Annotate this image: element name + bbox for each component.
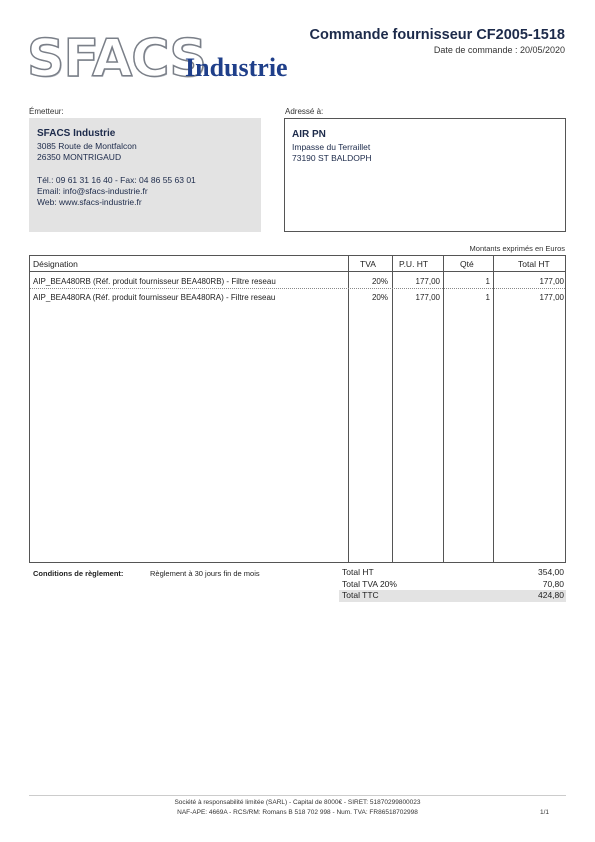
header-divider <box>30 271 565 272</box>
currency-note: Montants exprimés en Euros <box>469 244 565 253</box>
table-row-1-tva: 20% <box>371 277 388 286</box>
recipient-label: Adressé à: <box>285 107 324 116</box>
table-row-1-quantity: 1 <box>485 277 490 286</box>
recipient-box <box>284 118 566 232</box>
table-row-1-designation: AIP_BEA480RB (Réf. produit fournisseur BEA480RB) - Filtre reseau <box>33 277 276 286</box>
table-row-2-unit-price: 177,00 <box>415 293 440 302</box>
payment-conditions-value: Règlement à 30 jours fin de mois <box>150 569 260 578</box>
header-designation: Désignation <box>33 259 78 269</box>
logo-text-main: SFACS <box>27 29 206 89</box>
recipient-address-line2: 73190 ST BALDOPH <box>292 153 372 163</box>
header-quantity: Qté <box>460 259 474 269</box>
table-row-2-tva: 20% <box>371 293 388 302</box>
total-ttc-value: 424,80 <box>538 590 564 600</box>
header-unit-price: P.U. HT <box>399 259 429 269</box>
sender-email: Email: info@sfacs-industrie.fr <box>37 186 148 196</box>
total-ht-row <box>339 567 566 579</box>
sender-label: Émetteur: <box>29 107 64 116</box>
recipient-address-line1: Impasse du Terraillet <box>292 142 371 152</box>
footer-divider <box>29 795 566 796</box>
header-tva: TVA <box>360 259 376 269</box>
total-ht-value: 354,00 <box>538 567 564 577</box>
sender-box <box>29 118 261 232</box>
footer-legal-line2: NAF-APE: 4669A - RCS/RM: Romans B 518 702 998 - Num. TVA: FR86518702998 <box>177 809 418 816</box>
footer-legal-line1: Société à responsabilité limitée (SARL) - Capital de 8000€ - SIRET: 51870299800023 <box>174 799 421 806</box>
table-row-1-unit-price: 177,00 <box>415 277 440 286</box>
sender-name: SFACS Industrie <box>37 128 116 139</box>
total-ttc-label: Total TTC <box>342 590 379 600</box>
sender-address-line1: 3085 Route de Montfalcon <box>37 141 137 151</box>
logo-text-sub: Industrie <box>185 53 288 82</box>
table-row-2-designation: AIP_BEA480RA (Réf. produit fournisseur BEA480RA) - Filtre reseau <box>33 293 276 302</box>
recipient-name: AIR PN <box>292 129 326 140</box>
row-separator <box>30 288 565 289</box>
total-tva-value: 70,80 <box>542 579 564 589</box>
table-row-1-total: 177,00 <box>539 277 564 286</box>
sender-website: Web: www.sfacs-industrie.fr <box>37 197 142 207</box>
document-title: Commande fournisseur CF2005-1518 <box>309 27 565 43</box>
total-ttc-row <box>339 590 566 602</box>
items-table <box>29 255 566 563</box>
total-ht-label: Total HT <box>342 567 374 577</box>
sender-phone-fax: Tél.: 09 61 31 16 40 - Fax: 04 86 55 63 01 <box>37 175 196 185</box>
table-row-2-quantity: 1 <box>485 293 490 302</box>
table-row-2-total: 177,00 <box>539 293 564 302</box>
payment-conditions-label: Conditions de règlement: <box>33 569 124 578</box>
total-tva-label: Total TVA 20% <box>342 579 397 589</box>
page-number: 1/1 <box>539 809 549 816</box>
company-logo <box>27 30 317 88</box>
header-total-ht: Total HT <box>518 259 550 269</box>
sender-address-line2: 26350 MONTRIGAUD <box>37 152 122 162</box>
order-date: Date de commande : 20/05/2020 <box>433 45 565 55</box>
